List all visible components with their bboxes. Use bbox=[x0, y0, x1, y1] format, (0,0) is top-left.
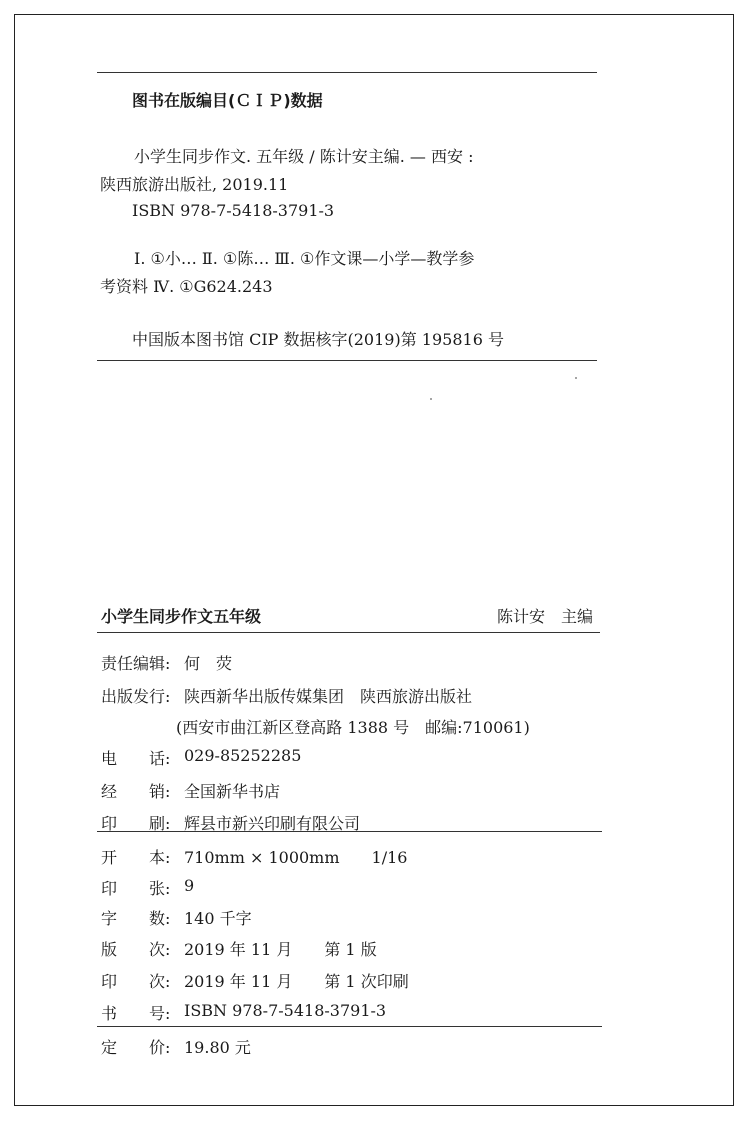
row-label: 印 次: bbox=[101, 972, 171, 991]
paper-speck bbox=[430, 398, 432, 400]
row-value: 029-85252285 bbox=[184, 746, 302, 765]
cip-line-1: 小学生同步作文. 五年级 / 陈计安主编. — 西安 : bbox=[134, 147, 474, 166]
row-value: 710mm × 1000mm 1/16 bbox=[184, 848, 408, 867]
cip-line-3: ISBN 978-7-5418-3791-3 bbox=[132, 201, 335, 220]
row-label: 责任编辑: bbox=[101, 654, 171, 673]
row-label: 经 销: bbox=[101, 782, 171, 801]
colophon-bottom-rule bbox=[97, 1026, 602, 1027]
row-value: (西安市曲江新区登高路 1388 号 邮编:710061) bbox=[176, 718, 530, 737]
row-label: 版 次: bbox=[101, 940, 171, 959]
cip-line-2: 陕西旅游出版社, 2019.11 bbox=[100, 175, 289, 194]
row-value: 2019 年 11 月 第 1 次印刷 bbox=[184, 972, 409, 991]
cip-line-5: 考资料 Ⅳ. ①G624.243 bbox=[100, 277, 273, 296]
row-value: 19.80 元 bbox=[184, 1038, 251, 1057]
row-value: 140 千字 bbox=[184, 909, 252, 928]
row-label: 字 数: bbox=[101, 909, 171, 928]
colophon-top-rule bbox=[97, 632, 600, 633]
row-label: 书 号: bbox=[101, 1004, 171, 1023]
row-label: 印 刷: bbox=[101, 814, 171, 833]
paper-speck bbox=[575, 377, 577, 379]
row-value: 辉县市新兴印刷有限公司 bbox=[184, 814, 361, 833]
row-value: 9 bbox=[184, 876, 195, 895]
row-label: 开 本: bbox=[101, 848, 171, 867]
cip-line-4: Ⅰ. ①小… Ⅱ. ①陈… Ⅲ. ①作文课—小学—教学参 bbox=[134, 249, 475, 268]
row-label: 出版发行: bbox=[101, 687, 171, 706]
cip-line-6: 中国版本图书馆 CIP 数据核字(2019)第 195816 号 bbox=[132, 330, 504, 349]
book-editor: 陈计安 主编 bbox=[497, 607, 594, 626]
cip-heading: 图书在版编目(ＣＩＰ)数据 bbox=[132, 91, 323, 110]
cip-top-rule bbox=[97, 72, 597, 73]
row-value: 全国新华书店 bbox=[184, 782, 281, 801]
cip-bottom-rule bbox=[97, 360, 597, 361]
row-value: ISBN 978-7-5418-3791-3 bbox=[184, 1001, 387, 1020]
row-label: 印 张: bbox=[101, 879, 171, 898]
book-title: 小学生同步作文五年级 bbox=[101, 607, 262, 626]
row-label: 定 价: bbox=[101, 1038, 171, 1057]
row-value: 2019 年 11 月 第 1 版 bbox=[184, 940, 377, 959]
colophon-mid-rule bbox=[97, 831, 602, 832]
row-value: 何 荧 bbox=[184, 654, 233, 673]
row-label: 电 话: bbox=[101, 749, 171, 768]
row-value: 陕西新华出版传媒集团 陕西旅游出版社 bbox=[184, 687, 473, 706]
